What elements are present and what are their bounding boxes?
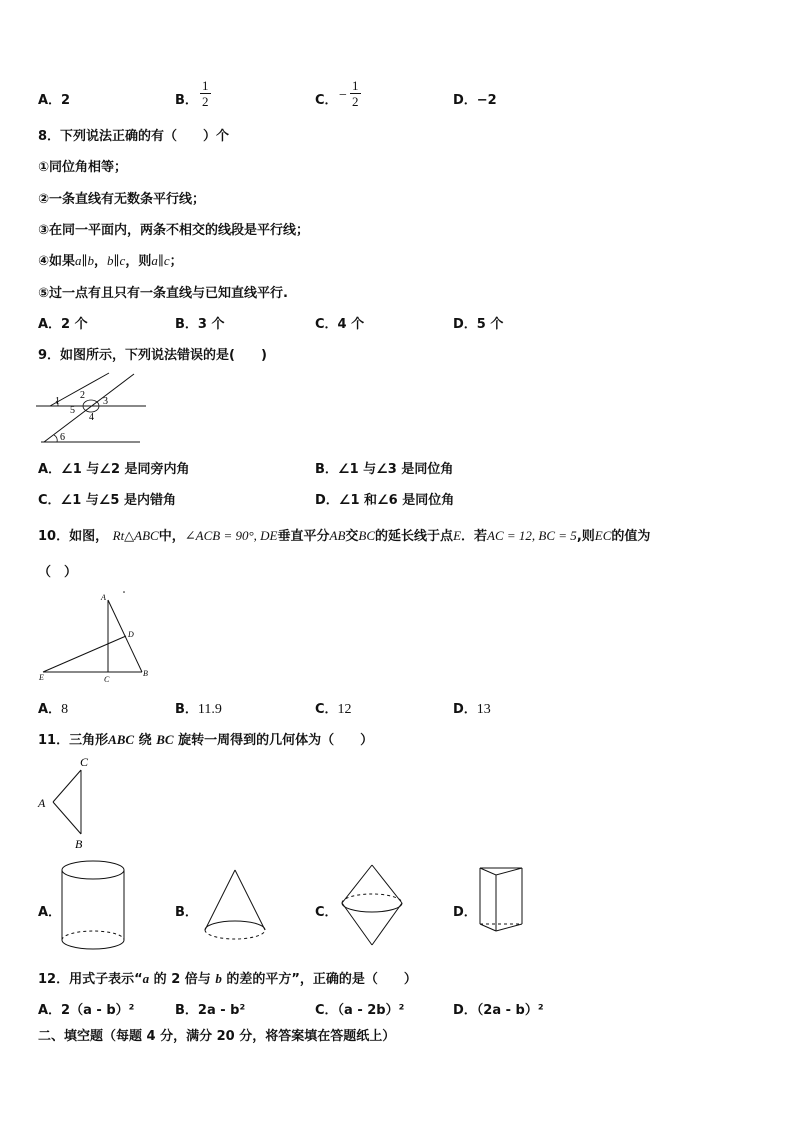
point-label-B: B [143,669,148,678]
angle-arc-6 [54,435,57,442]
q11-option-d: D． [453,905,477,920]
q12-stem [38,968,417,987]
point-label-C: C [80,755,89,769]
q8-statement-4 [38,250,183,269]
q11-stem [38,729,373,748]
prism-bottom-right [496,924,522,931]
math: BC [156,732,174,747]
q12-option-a: A．2（a - b）² [38,1003,135,1018]
cylinder-figure [60,858,130,954]
option-value: 8 [61,702,69,717]
cylinder-bottom-back [62,931,124,940]
q7-option-d: D．−2 [453,93,497,108]
q9-stem: 9．如图所示，下列说法错误的是( ) [38,348,267,363]
text: 12．用式子表示“ [38,972,143,987]
upper-cone-left [342,865,372,903]
q10-stem [38,525,650,544]
cone-figure [202,868,268,948]
point-label-A: A [101,593,106,602]
q8-statement-2: ②一条直线有无数条平行线； [38,192,206,207]
q9-option-d: D．∠1 和∠6 是同位角 [315,493,455,508]
q7-option-a: A．2 [38,93,71,108]
q12-option-b: B．2a - b² [175,1003,246,1018]
math: b [215,971,222,986]
prism-top [480,868,522,875]
option-label: B． [175,702,198,717]
q10-stem-line-2: （ ） [38,565,78,580]
cylinder-top [62,861,124,879]
side-AC [53,770,81,802]
text: 10．如图， [38,529,109,544]
segment-ED [43,636,126,672]
q8-option-b: B．3 个 [175,317,225,332]
math: ABC [108,732,135,747]
q8-statement-1: ①同位角相等； [38,160,128,175]
q9-figure [36,370,148,446]
angle-label-3: 3 [103,396,108,407]
fraction-denominator: 2 [202,94,209,109]
q12-option-c: C．（a - 2b）² [315,1003,405,1018]
text: 的差的平方”，正确的是（ ） [226,972,417,987]
point-label-C: C [104,675,110,684]
option-label: D． [453,702,477,717]
math: ∠ACB = 90°, DE [184,528,278,543]
point-label-A: A [38,796,46,810]
text: 交 [345,529,359,544]
text: 的值为 [611,529,651,544]
q11-option-c: C． [315,905,338,920]
q9-option-b: B．∠1 与∠3 是同位角 [315,462,454,477]
cone-base-front [205,930,265,939]
middle-circle-back [342,894,402,903]
cylinder-bottom-front [62,940,124,949]
point-label-E: E [39,673,44,682]
q8-option-d: D．5 个 [453,317,504,332]
q9-option-c: C．∠1 与∠5 是内错角 [38,493,176,508]
text: ，则 [125,254,152,269]
triangular-prism-figure [478,862,528,934]
math: Rt△ABC [112,528,159,543]
text: ④如果 [38,254,76,269]
q7-option-b-label: B． [175,93,198,108]
text: 中， [158,529,185,544]
option-value: 12 [337,702,352,717]
fraction-denominator: 2 [352,94,359,109]
text: 11．三角形 [38,733,109,748]
math: AC = 12, BC = 5 [487,528,577,543]
q11-option-b: B． [175,905,198,920]
upper-cone-right [372,865,402,903]
text: 绕 [138,733,152,748]
text: 旋转一周得到的几何体为（ ） [178,733,374,748]
q7-option-b-fraction [200,78,211,109]
point-label-D: D [128,630,134,639]
option-label: A． [38,702,62,717]
text: ， [94,254,108,269]
q8-stem: 8．下列说法正确的有（ ）个 [38,129,230,144]
double-cone-figure [339,863,405,949]
option-value: 13 [476,702,491,717]
math: a∥c [151,253,170,268]
lower-cone-left [342,903,372,945]
middle-circle-front [342,903,402,912]
q10-option-a [38,698,68,718]
cone-base-back [205,921,265,930]
text: ,则 [576,529,595,544]
q11-triangle-figure [36,752,96,850]
prism-bottom-left [480,924,496,931]
text: 垂直平分 [277,529,330,544]
q7-option-c-sign: − [339,88,347,103]
q8-statement-3: ③在同一平面内，两条不相交的线段是平行线； [38,223,310,238]
lower-cone-right [372,903,402,945]
q8-option-c: C．4 个 [315,317,365,332]
math: E [453,528,462,543]
math: a∥b [75,253,95,268]
text: ．若 [461,529,488,544]
q10-option-c [315,698,352,718]
text: 的 2 倍与 [153,972,211,987]
option-label: C． [315,702,338,717]
angle-label-2: 2 [80,390,85,401]
q10-option-d [453,698,491,718]
math: a [142,971,150,986]
math: EC [594,528,612,543]
fraction-numerator: 1 [352,78,359,93]
angle-label-6: 6 [60,432,65,443]
stray-dot [123,591,125,593]
point-label-B: B [75,837,83,851]
side-AB [53,802,81,834]
q10-figure [38,586,153,684]
q11-option-a: A． [38,905,62,920]
q10-option-b [175,698,222,718]
angle-label-4: 4 [89,412,94,423]
math: b∥c [107,253,126,268]
q8-option-a: A．2 个 [38,317,88,332]
angle-label-1: 1 [55,396,60,407]
text: ； [169,254,183,269]
q12-option-d: D．（2a - b）² [453,1003,544,1018]
section-2-heading: 二、填空题（每题 4 分，满分 20 分，将答案填在答题纸上） [38,1029,396,1044]
option-value: 11.9 [197,702,222,717]
q7-option-c-fraction [350,78,361,109]
q9-option-a: A．∠1 与∠2 是同旁内角 [38,462,190,477]
text: 的延长线于点 [375,529,454,544]
angle-label-5: 5 [70,405,75,416]
q8-statement-5: ⑤过一点有且只有一条直线与已知直线平行. [38,286,288,301]
math: BC [358,528,376,543]
q7-option-c-label: C． [315,93,338,108]
fraction-numerator: 1 [202,78,209,93]
math: AB [329,528,346,543]
